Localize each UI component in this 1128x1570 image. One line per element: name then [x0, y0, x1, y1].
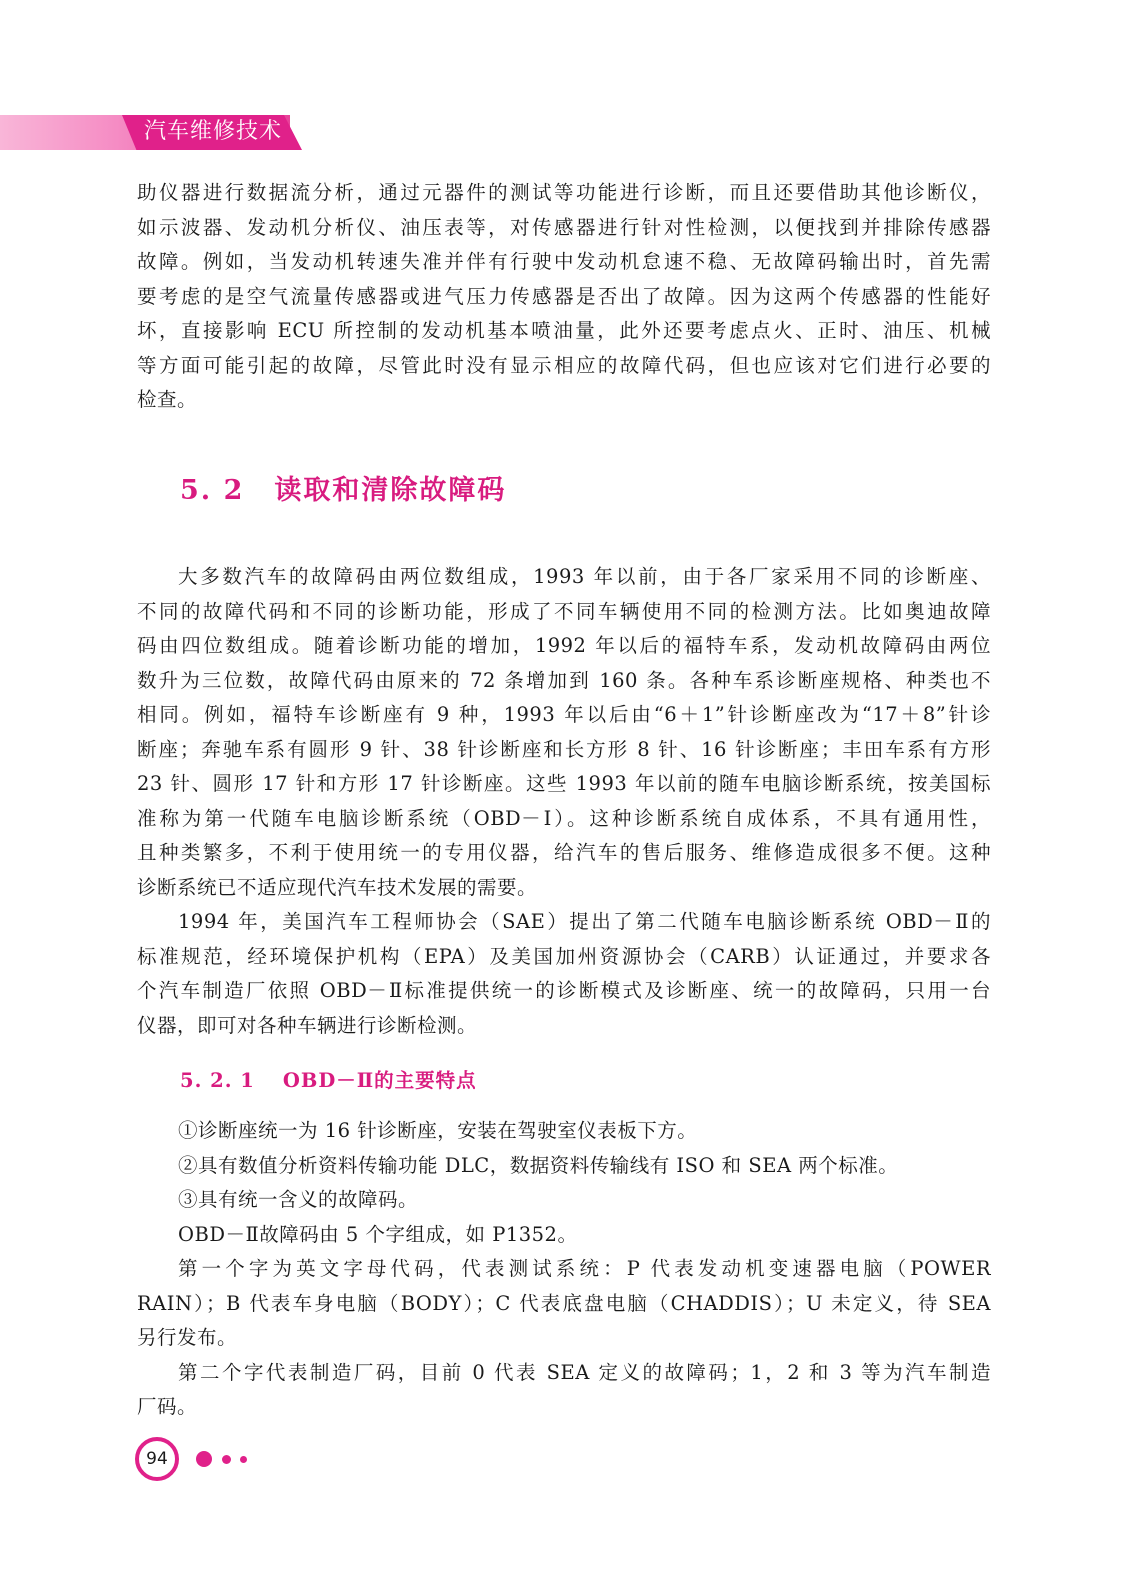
text-line: 1994 年，美国汽车工程师协会（SAE）提出了第二代随车电脑诊断系统 OBD－Ⅱ的: [178, 910, 991, 933]
feature-list: [137, 1114, 991, 1425]
page-number: 94: [146, 1449, 168, 1469]
text-line: 数升为三位数，故障代码由原来的 72 条增加到 160 条。各种车系诊断座规格、种类也不: [137, 668, 991, 692]
subsection-number: 5. 2. 1: [180, 1069, 255, 1092]
text-line: 仪器，即可对各种车辆进行诊断检测。: [137, 1013, 478, 1037]
section-number: 5. 2: [180, 475, 245, 506]
page-number-badge: [135, 1437, 179, 1481]
text-line: 坏，直接影响 ECU 所控制的发动机基本喷油量，此外还要考虑点火、正时、油压、机械: [137, 319, 991, 342]
text-line: 助仪器进行数据流分析，通过元器件的测试等功能进行诊断，而且还要借助其他诊断仪，: [137, 181, 991, 204]
section-heading: [180, 468, 506, 507]
text-line: 不同的故障代码和不同的诊断功能，形成了不同车辆使用不同的检测方法。比如奥迪故障: [137, 599, 991, 623]
text-line: 检查。: [137, 388, 198, 411]
text-line: 标准规范，经环境保护机构（EPA）及美国加州资源协会（CARB）认证通过，并要求各: [137, 944, 991, 968]
text-line: 另行发布。: [137, 1326, 238, 1349]
text-line: 如示波器、发动机分析仪、油压表等，对传感器进行针对性检测，以便找到并排除传感器: [137, 215, 991, 239]
text-line: 第一个字为英文字母代码，代表测试系统：P 代表发动机变速器电脑（POWER: [178, 1257, 991, 1280]
text-line: 要考虑的是空气流量传感器或进气压力传感器是否出了故障。因为这两个传感器的性能好: [137, 284, 991, 308]
decorative-dot-small: [240, 1456, 247, 1463]
text-line: 准称为第一代随车电脑诊断系统（OBD－Ⅰ）。这种诊断系统自成体系，不具有通用性，: [137, 806, 991, 830]
subsection-heading: [180, 1065, 477, 1093]
section-title: 读取和清除故障码: [274, 475, 507, 506]
text-line: 且种类繁多，不利于使用统一的专用仪器，给汽车的售后服务、维修造成很多不便。这种: [137, 841, 991, 864]
subsection-title: OBD－Ⅱ的主要特点: [282, 1069, 477, 1092]
text-line: 个汽车制造厂依照 OBD－Ⅱ标准提供统一的诊断模式及诊断座、统一的故障码，只用一台: [137, 979, 991, 1002]
text-line: 故障。例如，当发动机转速失准并伴有行驶中发动机怠速不稳、无故障码输出时，首先需: [137, 250, 991, 273]
text-line: 第二个字代表制造厂码，目前 0 代表 SEA 定义的故障码；1，2 和 3 等为汽车制造: [178, 1360, 991, 1384]
text-line: 码由四位数组成。随着诊断功能的增加，1992 年以后的福特车系，发动机故障码由两位: [137, 634, 991, 657]
text-line: 厂码。: [137, 1395, 198, 1418]
list-item: ①诊断座统一为 16 针诊断座，安装在驾驶室仪表板下方。: [178, 1119, 698, 1142]
text-line: 大多数汽车的故障码由两位数组成，1993 年以前，由于各厂家采用不同的诊断座、: [178, 565, 991, 588]
decorative-dot-medium: [222, 1455, 231, 1464]
text-line: 等方面可能引起的故障，尽管此时没有显示相应的故障代码，但也应该对它们进行必要的: [137, 353, 991, 377]
text-line: 断座；奔驰车系有圆形 9 针、38 针诊断座和长方形 8 针、16 针诊断座；丰田车系有方形: [137, 737, 991, 761]
running-header-title: 汽车维修技术: [144, 119, 283, 144]
list-item: ②具有数值分析资料传输功能 DLC，数据资料传输线有 ISO 和 SEA 两个标准。: [178, 1153, 899, 1177]
text-line: 23 针、圆形 17 针和方形 17 针诊断座。这些 1993 年以前的随车电脑诊断系统，按美国标: [137, 772, 991, 795]
paragraph-intro: [137, 176, 991, 418]
text-line: RAIN）；B 代表车身电脑（BODY）；C 代表底盘电脑（CHADDIS）；U 未定义，待 SEA: [137, 1291, 991, 1315]
text-line: 诊断系统已不适应现代汽车技术发展的需要。: [137, 875, 538, 899]
decorative-dot-large: [196, 1451, 212, 1467]
list-item: OBD－Ⅱ故障码由 5 个字组成，如 P1352。: [178, 1222, 578, 1246]
paragraph-1: [137, 560, 991, 1043]
text-line: 相同。例如，福特车诊断座有 9 种，1993 年以后由“6＋1”针诊断座改为“17＋8”针诊: [137, 703, 991, 726]
list-item: ③具有统一含义的故障码。: [178, 1188, 419, 1211]
